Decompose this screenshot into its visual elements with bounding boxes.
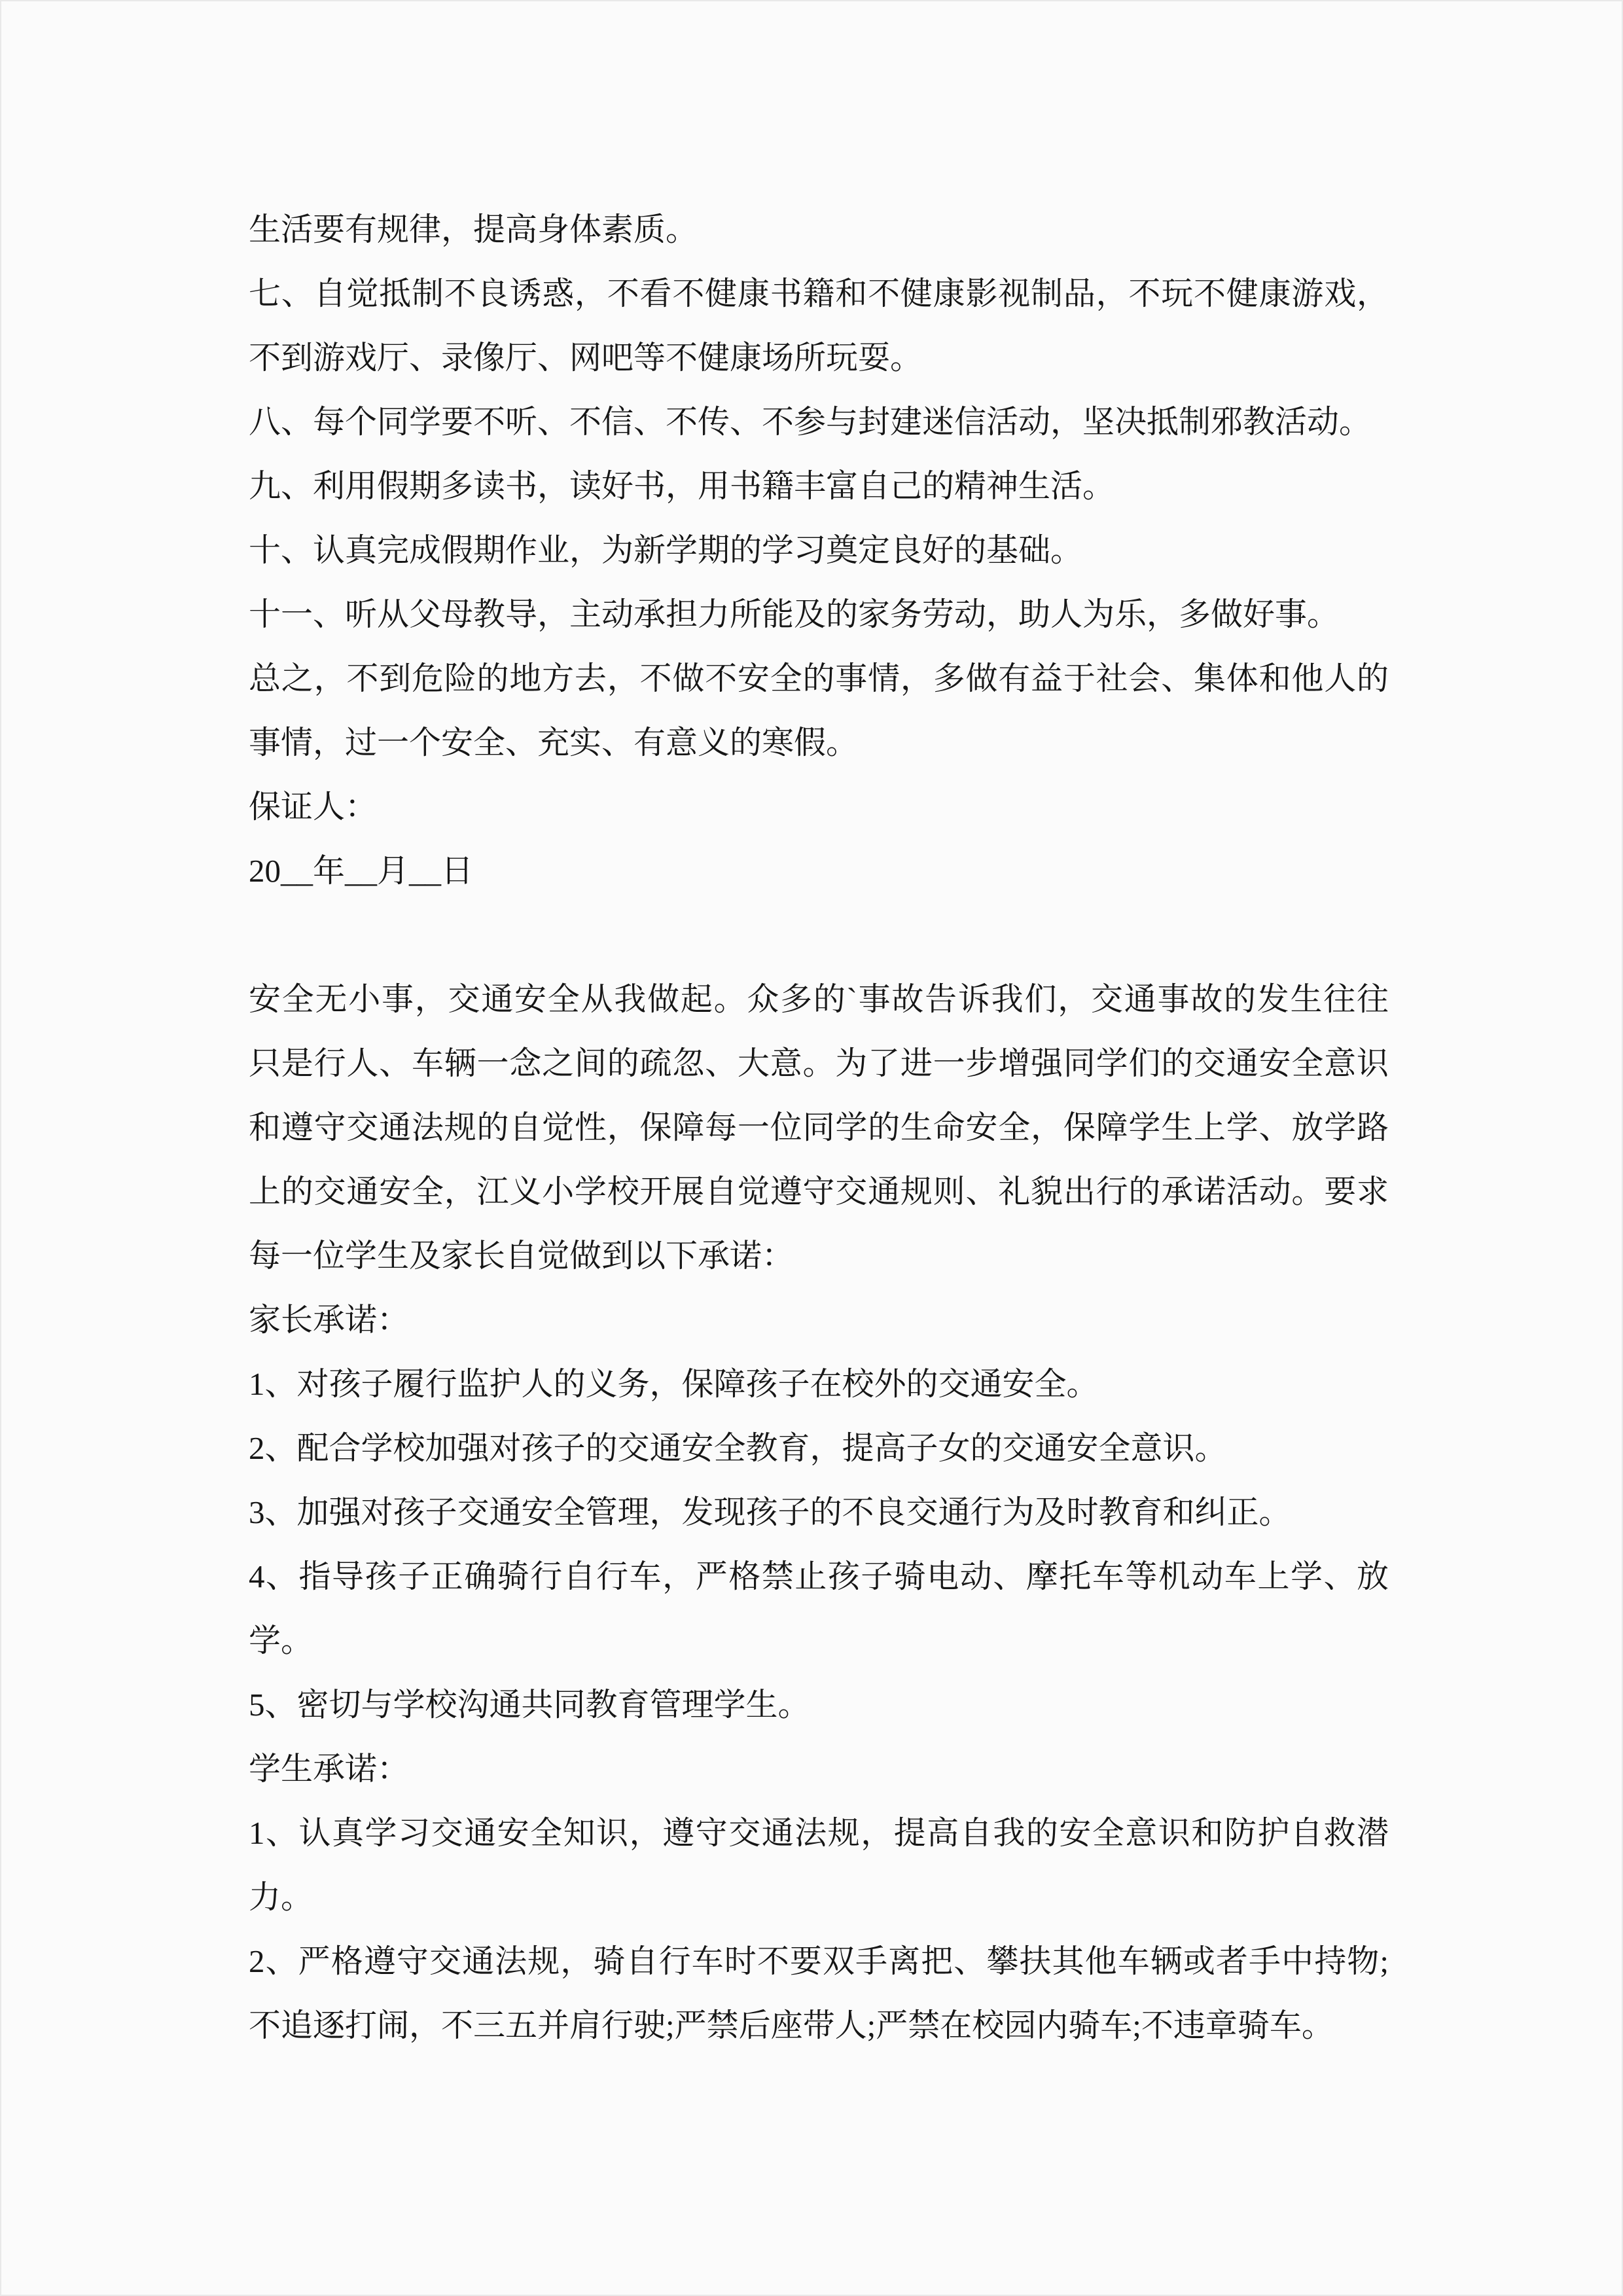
text-line: 5、密切与学校沟通共同教育管理学生。 xyxy=(249,1687,810,1723)
text-line: 家长承诺： xyxy=(249,1302,410,1338)
text-line: 力。 xyxy=(249,1879,313,1915)
text-line: 3、加强对孩子交通安全管理，发现孩子的不良交通行为及时教育和纠正。 xyxy=(249,1494,1291,1530)
text-line: 学生承诺： xyxy=(249,1751,410,1787)
text-line: 不到游戏厅、录像厅、网吧等不健康场所玩耍。 xyxy=(249,340,923,376)
section-traffic-safety-pledge xyxy=(249,967,1389,2058)
text-line: 20__年__月__日 xyxy=(249,853,474,889)
text-line: 生活要有规律，提高身体素质。 xyxy=(249,211,698,247)
text-line: 2、严格遵守交通法规，骑自行车时不要双手离把、攀扶其他车辆或者手中持物; xyxy=(249,1943,1389,1979)
text-line: 和遵守交通法规的自觉性，保障每一位同学的生命安全，保障学生上学、放学路 xyxy=(249,1109,1389,1145)
text-line: 安全无小事，交通安全从我做起。众多的`事故告诉我们，交通事故的发生往往 xyxy=(249,981,1389,1017)
text-line: 十、认真完成假期作业，为新学期的学习奠定良好的基础。 xyxy=(249,532,1083,568)
text-line: 2、配合学校加强对孩子的交通安全教育，提高子女的交通安全意识。 xyxy=(249,1430,1227,1466)
text-line: 总之，不到危险的地方去，不做不安全的事情，多做有益于社会、集体和他人的 xyxy=(249,660,1389,696)
section-holiday-pledge-ending xyxy=(249,198,1389,903)
text-line: 七、自觉抵制不良诱惑，不看不健康书籍和不健康影视制品，不玩不健康游戏， xyxy=(249,276,1389,312)
text-line: 不追逐打闹，不三五并肩行驶;严禁后座带人;严禁在校园内骑车;不违章骑车。 xyxy=(249,2007,1334,2043)
text-line: 保证人： xyxy=(249,789,378,825)
text-line: 学。 xyxy=(249,1623,313,1659)
text-line: 上的交通安全，江义小学校开展自觉遵守交通规则、礼貌出行的承诺活动。要求 xyxy=(249,1174,1389,1210)
text-line: 九、利用假期多读书，读好书，用书籍丰富自己的精神生活。 xyxy=(249,468,1115,504)
text-line: 十一、听从父母教导，主动承担力所能及的家务劳动，助人为乐，多做好事。 xyxy=(249,596,1340,632)
text-line: 事情，过一个安全、充实、有意义的寒假。 xyxy=(249,725,859,761)
text-line: 八、每个同学要不听、不信、不传、不参与封建迷信活动，坚决抵制邪教活动。 xyxy=(249,404,1372,440)
text-line: 只是行人、车辆一念之间的疏忽、大意。为了进一步增强同学们的交通安全意识 xyxy=(249,1045,1389,1081)
text-line: 1、对孩子履行监护人的义务，保障孩子在校外的交通安全。 xyxy=(249,1366,1099,1402)
text-line: 每一位学生及家长自觉做到以下承诺： xyxy=(249,1238,794,1274)
document-content xyxy=(249,198,1389,2058)
text-line: 4、指导孩子正确骑行自行车，严格禁止孩子骑电动、摩托车等机动车上学、放 xyxy=(249,1558,1389,1594)
text-line: 1、认真学习交通安全知识，遵守交通法规，提高自我的安全意识和防护自救潜 xyxy=(249,1815,1389,1851)
